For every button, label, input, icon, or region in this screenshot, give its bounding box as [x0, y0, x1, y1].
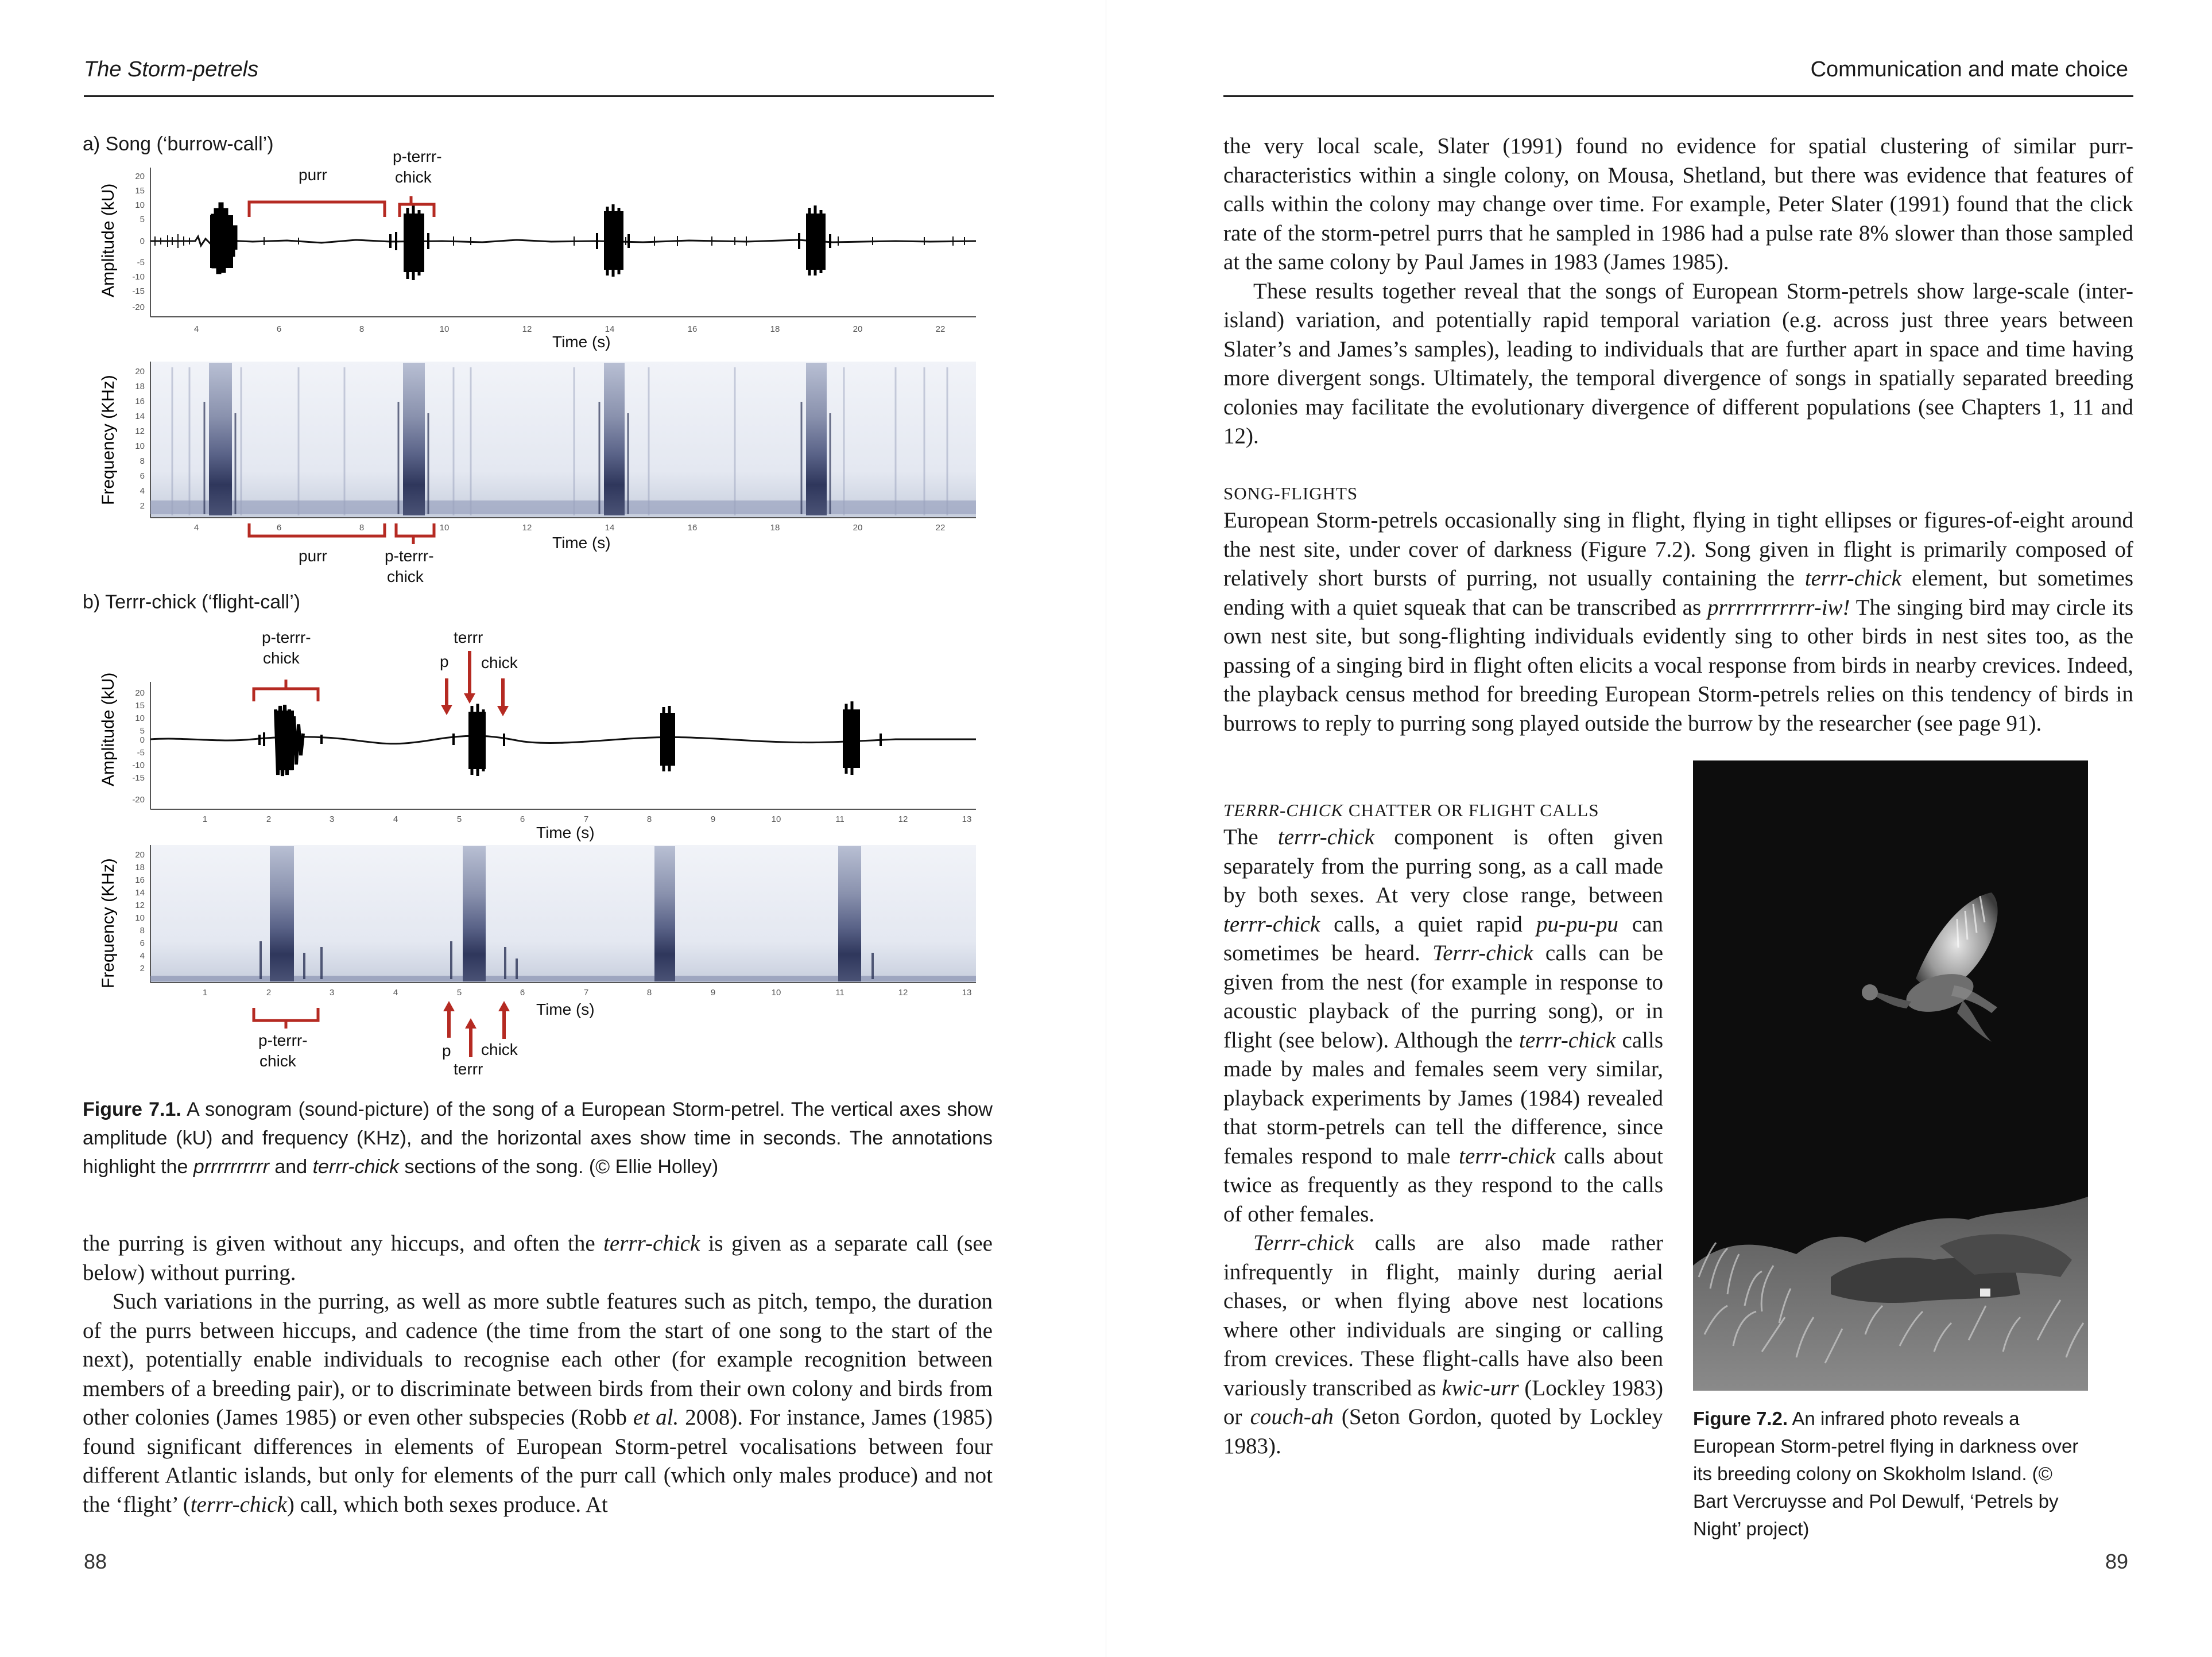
svg-text:7: 7 [583, 814, 589, 824]
svg-text:11: 11 [835, 988, 844, 998]
svg-text:4: 4 [393, 814, 398, 824]
running-head-left: The Storm-petrels [84, 57, 259, 82]
header-rule [1223, 95, 2133, 97]
left-body-text [83, 1229, 993, 1519]
svg-text:5: 5 [456, 814, 462, 824]
svg-text:10: 10 [439, 523, 450, 533]
svg-text:14: 14 [605, 523, 615, 533]
right-body-top [1223, 132, 2133, 451]
svg-text:6: 6 [140, 471, 145, 481]
time-xlabel-a2: Time (s) [552, 534, 611, 552]
svg-text:12: 12 [522, 523, 532, 533]
figure-7-1-label: Figure 7.1. [83, 1099, 181, 1120]
svg-text:4: 4 [393, 988, 398, 998]
svg-text:6: 6 [276, 523, 282, 533]
svg-text:-10: -10 [132, 272, 145, 282]
svg-text:3: 3 [329, 988, 335, 998]
figure-7-1-caption [83, 1095, 993, 1181]
time-xlabel-b1: Time (s) [536, 824, 595, 841]
svg-text:18: 18 [135, 863, 145, 872]
running-head-right: Communication and mate choice [1810, 57, 2128, 82]
svg-text:5: 5 [140, 215, 145, 224]
paragraph: Such variations in the purring, as well as more subtle features such as pitch, tempo, the duration of the purrs between hiccups, and cadence (the time from the start of one song to the start of the next), potentially enable individuals to recognise each other (for example recognition between members of a breeding pair), or to discriminate between birds from their own colony and birds from other colonies (James 1985) or even other subspecies (Robb et al. 2008). For instance, James (1985) found significant differences in elements of European Storm-petrel vocalisations between four different Atlantic islands, but only for elements of the purr call (which only males produce) and not the ‘flight’ (terrr-chick) call, which both sexes produce. At [83, 1289, 993, 1517]
svg-text:20: 20 [853, 324, 863, 334]
annotation-chick-b1: chick [263, 649, 300, 667]
svg-text:6: 6 [140, 938, 145, 948]
svg-text:1: 1 [202, 988, 208, 998]
frequency-ylabel-b: Frequency (KHz) [99, 858, 118, 988]
annotation-chick-b3: chick [259, 1052, 296, 1070]
svg-text:-15: -15 [132, 773, 145, 783]
svg-text:12: 12 [522, 324, 532, 334]
svg-text:12: 12 [898, 988, 908, 998]
svg-text:6: 6 [276, 324, 282, 334]
svg-text:9: 9 [710, 988, 716, 998]
svg-text:16: 16 [687, 523, 698, 533]
annotation-chick-b2: chick [481, 654, 518, 672]
annotation-chick-b4: chick [481, 1041, 518, 1058]
annotation-p-terrr-a2: p-terrr- [385, 547, 434, 565]
svg-text:22: 22 [935, 523, 946, 533]
caption-text: A sonogram (sound-picture) of the song of a European Storm-petrel. The vertical axes show amplitude (kU) and frequency (KHz), and the horizontal axes show time in seconds. The annotations highlight the [83, 1099, 993, 1178]
svg-text:-15: -15 [132, 286, 145, 296]
svg-text:3: 3 [329, 814, 335, 824]
svg-text:10: 10 [135, 200, 145, 210]
storm-petrel-infrared-photo [1693, 760, 2088, 1391]
annotation-p-b1: p [440, 653, 449, 670]
svg-text:10: 10 [135, 913, 145, 923]
frequency-ylabel-a: Frequency (KHz) [99, 375, 118, 505]
svg-text:20: 20 [135, 688, 145, 698]
svg-text:13: 13 [962, 814, 972, 824]
caption-italic: terrr-chick [312, 1156, 400, 1178]
annotation-chick-a1: chick [395, 168, 432, 186]
svg-text:4: 4 [140, 951, 145, 961]
right-body-terrr-chick [1223, 823, 1663, 1461]
svg-text:8: 8 [359, 324, 365, 334]
svg-text:2: 2 [140, 964, 145, 973]
section-heading-song-flights: SONG-FLIGHTS [1223, 483, 1358, 503]
svg-text:4: 4 [193, 523, 199, 533]
svg-text:-5: -5 [137, 748, 145, 758]
paragraph: the purring is given without any hiccups, and often the terrr-chick is given as a separate call (see below) without purring. [83, 1231, 993, 1285]
time-xlabel-a1: Time (s) [552, 333, 611, 351]
svg-text:6: 6 [520, 814, 525, 824]
svg-text:14: 14 [605, 324, 615, 334]
svg-text:8: 8 [646, 988, 652, 998]
svg-text:10: 10 [771, 988, 781, 998]
svg-text:2: 2 [266, 814, 272, 824]
time-xlabel-b2: Time (s) [536, 1000, 595, 1018]
svg-text:1: 1 [202, 814, 208, 824]
paragraph: European Storm-petrels occasionally sing in flight, flying in tight ellipses or figures-of-eight around the nest site, under cover of darkness (Figure 7.2). Song given in flight is primarily composed of relatively short bursts of purring, not usually containing the terrr-chick element, but sometimes ending with a quiet squeak that can be transcribed as prrrrrrrrrrr-iw! The singing bird may circle its own nest site, but song-flighting individuals evidently sing to other birds in nest sites too, as the passing of a singing bird in flight often elicits a vocal response from birds in nearby crevices. Indeed, the playback census method for breeding European Storm-petrels relies on this tendency of birds in burrows to reply to purring song played outside the burrow by the researcher (see page 91). [1223, 508, 2133, 736]
svg-text:-10: -10 [132, 760, 145, 770]
svg-text:16: 16 [135, 397, 145, 406]
svg-text:15: 15 [135, 701, 145, 711]
panel-b-label: b) Terrr-chick (‘flight-call’) [83, 591, 301, 613]
panel-a-amplitude-plot [99, 148, 976, 351]
panel-a-spectrogram [99, 362, 976, 585]
annotation-terrr-b1: terrr [454, 628, 483, 646]
svg-text:12: 12 [135, 901, 145, 910]
svg-text:2: 2 [140, 501, 145, 511]
svg-text:12: 12 [135, 426, 145, 436]
paragraph: The terrr-chick component is often given separately from the purring song, as a call made by both sexes. At very close range, between terrr-chick calls, a quiet rapid pu-pu-pu can sometimes be heard. Terrr-chick calls can be given from the nest (for example in response to acoustic playback of the purring song), or in flight (see below). Although the terrr-chick calls made by males and females seem very similar, playback experiments by James (1984) revealed that storm-petrels can tell the difference, since females respond to male terrr-chick calls about twice as frequently as they respond to the calls of other females. [1223, 825, 1664, 1227]
svg-text:15: 15 [135, 186, 145, 196]
svg-text:20: 20 [135, 172, 145, 181]
svg-text:2: 2 [266, 988, 272, 998]
figure-7-2-label: Figure 7.2. [1693, 1408, 1788, 1429]
amplitude-ylabel-a: Amplitude (kU) [99, 183, 118, 297]
section-heading-terrr-chick: TERRR-CHICK CHATTER OR FLIGHT CALLS [1223, 800, 1599, 820]
caption-text: and [269, 1156, 313, 1178]
annotation-terrr-b2: terrr [454, 1060, 483, 1078]
svg-text:0: 0 [140, 236, 145, 246]
svg-text:20: 20 [135, 367, 145, 377]
svg-text:4: 4 [193, 324, 199, 334]
svg-text:4: 4 [140, 486, 145, 496]
svg-text:10: 10 [771, 814, 781, 824]
figure-7-2-caption [1693, 1405, 2088, 1543]
panel-a-label: a) Song (‘burrow-call’) [83, 133, 274, 155]
annotation-p-terrr-b1: p-terrr- [262, 628, 311, 646]
svg-text:20: 20 [135, 850, 145, 860]
svg-text:8: 8 [140, 456, 145, 466]
svg-text:13: 13 [962, 988, 972, 998]
svg-text:14: 14 [135, 412, 145, 421]
svg-text:18: 18 [770, 324, 780, 334]
annotation-chick-a2: chick [387, 568, 424, 585]
svg-text:18: 18 [770, 523, 780, 533]
svg-text:7: 7 [583, 988, 589, 998]
caption-text: sections of the song. (© Ellie Holley) [399, 1156, 719, 1178]
svg-text:22: 22 [935, 324, 946, 334]
svg-text:8: 8 [140, 926, 145, 936]
svg-text:20: 20 [853, 523, 863, 533]
annotation-p-terrr-a1: p-terrr- [393, 148, 442, 165]
svg-text:-5: -5 [137, 258, 145, 267]
svg-text:16: 16 [687, 324, 698, 334]
panel-b-amplitude-plot [99, 628, 976, 841]
paragraph: the very local scale, Slater (1991) found no evidence for spatial clustering of similar purr-characteristics within a single colony, on Mousa, Shetland, but there was evidence that features of calls within the colony may change over time. For example, Peter Slater (1991) found that the click rate of the storm-petrel purrs that he sampled in 1986 had a pulse rate 8% slower than those sampled at the same colony by Paul James in 1983 (James 1985). [1223, 134, 2133, 274]
svg-text:8: 8 [359, 523, 365, 533]
svg-text:5: 5 [456, 988, 462, 998]
caption-text: An infrared photo reveals a European Storm-petrel flying in darkness over its breeding colony on Skokholm Island. (© Bart Vercruysse and Pol Dewulf, ‘Petrels by Night’ project) [1693, 1408, 2079, 1539]
annotation-purr-a2: purr [299, 547, 327, 565]
svg-text:10: 10 [135, 441, 145, 451]
svg-text:0: 0 [140, 735, 145, 745]
caption-italic: prrrrrrrrrr [193, 1156, 269, 1178]
annotation-p-b2: p [442, 1042, 451, 1060]
panel-b-spectrogram [99, 845, 976, 1078]
annotation-p-terrr-b2: p-terrr- [258, 1031, 308, 1049]
svg-text:11: 11 [835, 814, 844, 824]
annotation-purr-a1: purr [299, 166, 327, 184]
svg-text:5: 5 [140, 726, 145, 736]
paragraph: Terrr-chick calls are also made rather infrequently in flight, mainly during aerial chases, or when flying above nest locations where other individuals are singing or calling from crevices. These flight-calls have also been variously transcribed as kwic-urr (Lockley 1983) or couch-ah (Seton Gordon, quoted by Lockley 1983). [1223, 1231, 1663, 1458]
sonogram-figure [0, 0, 1106, 1102]
paragraph: These results together reveal that the songs of European Storm-petrels show large-scale (inter-island) variation, and potentially rapid temporal variation (e.g. across just three years between Slater’s and James’s samples), leading to individuals that are further apart in space and time having more divergent songs. Ultimately, the temporal divergence of songs in spatially separated breeding colonies may facilitate the evolutionary divergence of different populations (see Chapters 1, 11 and 12). [1223, 278, 2133, 448]
svg-text:12: 12 [898, 814, 908, 824]
svg-text:16: 16 [135, 875, 145, 885]
svg-text:10: 10 [135, 713, 145, 723]
page-number-right: 89 [2105, 1550, 2128, 1573]
svg-text:9: 9 [710, 814, 716, 824]
svg-text:14: 14 [135, 888, 145, 898]
svg-text:-20: -20 [132, 795, 145, 805]
svg-text:18: 18 [135, 382, 145, 391]
svg-text:10: 10 [439, 324, 450, 334]
svg-text:8: 8 [646, 814, 652, 824]
svg-text:6: 6 [520, 988, 525, 998]
page-number-left: 88 [84, 1550, 107, 1573]
amplitude-ylabel-b: Amplitude (kU) [99, 672, 118, 786]
svg-text:-20: -20 [132, 302, 145, 312]
right-body-song-flights [1223, 506, 2133, 738]
